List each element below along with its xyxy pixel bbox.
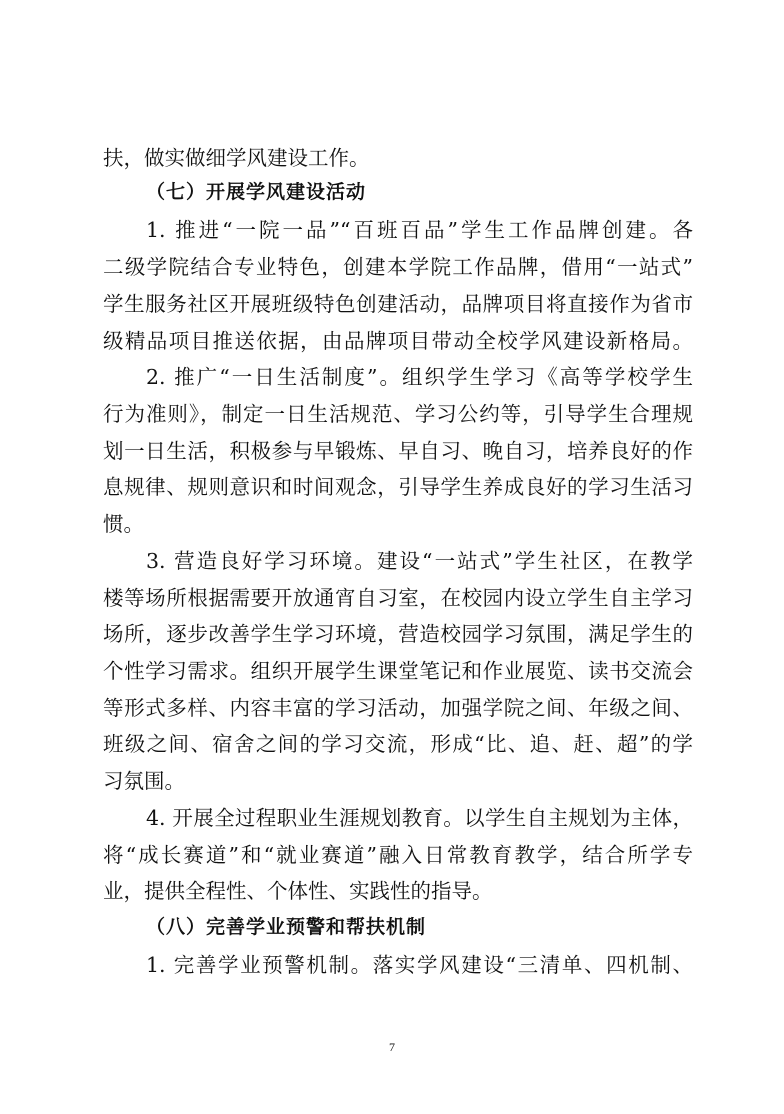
paragraph-line: 个性学习需求。组织开展学生课堂笔记和作业展览、读书交流会	[103, 659, 693, 683]
paragraph-line: 3. 营造良好学习环境。建设“一站式”学生社区，在教学	[146, 549, 693, 573]
section-heading-8: （八）完善学业预警和帮扶机制	[146, 916, 427, 938]
paragraph-line: 2. 推广“一日生活制度”。组织学生学习《高等学校学生	[146, 365, 693, 389]
paragraph-line: 楼等场所根据需要开放通宵自习室，在校园内设立学生自主学习	[103, 586, 693, 610]
page-number: 7	[389, 1040, 395, 1054]
paragraph-line: 班级之间、宿舍之间的学习交流，形成“比、追、赶、超”的学	[103, 732, 693, 756]
section-heading-7: （七）开展学风建设活动	[146, 181, 367, 203]
paragraph-line: 业，提供全程性、个体性、实践性的指导。	[103, 879, 493, 903]
paragraph-line: 场所，逐步改善学生学习环境，营造校园学习氛围，满足学生的	[103, 622, 693, 646]
paragraph-line: 学生服务社区开展班级特色创建活动，品牌项目将直接作为省市	[103, 292, 693, 316]
paragraph-line: 1. 完善学业预警机制。落实学风建设“三清单、四机制、	[146, 953, 693, 977]
paragraph-line: 习氛围。	[103, 769, 185, 793]
paragraph-line: 级精品项目推送依据，由品牌项目带动全校学风建设新格局。	[103, 329, 693, 353]
paragraph-line: 息规律、规则意识和时间观念，引导学生养成良好的学习生活习	[103, 475, 693, 499]
paragraph-line: 1. 推进“一院一品”“百班百品”学生工作品牌创建。各	[146, 218, 693, 242]
paragraph-line: 4. 开展全过程职业生涯规划教育。以学生自主规划为主体，	[146, 806, 693, 830]
paragraph-line: 等形式多样、内容丰富的学习活动，加强学院之间、年级之间、	[103, 696, 693, 720]
paragraph-line: 扶，做实做细学风建设工作。	[103, 146, 370, 170]
paragraph-line: 惯。	[103, 512, 144, 536]
paragraph-line: 二级学院结合专业特色，创建本学院工作品牌，借用“一站式”	[103, 255, 693, 279]
paragraph-line: 将“成长赛道”和“就业赛道”融入日常教育教学，结合所学专	[103, 843, 693, 867]
paragraph-line: 划一日生活，积极参与早锻炼、早自习、晚自习，培养良好的作	[103, 439, 693, 463]
paragraph-line: 行为准则》，制定一日生活规范、学习公约等，引导学生合理规	[103, 402, 693, 426]
